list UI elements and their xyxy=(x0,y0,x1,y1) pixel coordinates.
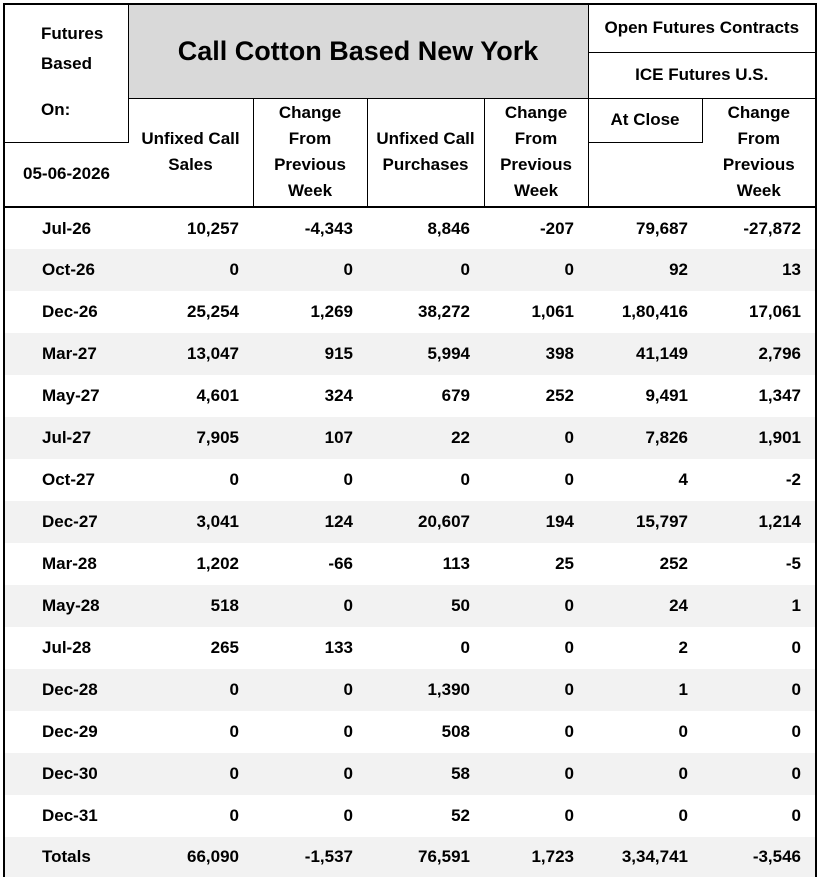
unfixed-call-purchases-cell: 22 xyxy=(367,417,484,459)
contract-month-cell: Mar-27 xyxy=(5,333,128,375)
unfixed-call-sales-cell: 3,041 xyxy=(128,501,253,543)
change-open-cell: 2,796 xyxy=(702,333,815,375)
unfixed-call-sales-cell: 0 xyxy=(128,711,253,753)
unfixed-call-purchases-cell: 5,994 xyxy=(367,333,484,375)
contract-month-cell: Jul-27 xyxy=(5,417,128,459)
table-row xyxy=(5,207,815,249)
change-purchases-cell: 0 xyxy=(484,249,588,291)
change-sales-cell: 915 xyxy=(253,333,367,375)
change-purchases-cell: 0 xyxy=(484,585,588,627)
open-at-close-cell: 2 xyxy=(588,627,702,669)
change-from-previous-week-header-3: Change From Previous Week xyxy=(702,98,815,207)
change-sales-cell: 0 xyxy=(253,711,367,753)
unfixed-call-purchases-cell: 76,591 xyxy=(367,837,484,877)
open-at-close-cell: 24 xyxy=(588,585,702,627)
change-sales-cell: 107 xyxy=(253,417,367,459)
change-purchases-cell: 1,723 xyxy=(484,837,588,877)
table-row xyxy=(5,795,815,837)
change-purchases-cell: 0 xyxy=(484,711,588,753)
unfixed-call-sales-cell: 0 xyxy=(128,249,253,291)
change-sales-cell: 0 xyxy=(253,669,367,711)
table-row xyxy=(5,669,815,711)
table-row xyxy=(5,585,815,627)
row-label-line-2: Based xyxy=(41,54,93,73)
change-sales-cell: 324 xyxy=(253,375,367,417)
table-row xyxy=(5,711,815,753)
change-purchases-cell: 1,061 xyxy=(484,291,588,333)
change-sales-cell: -4,343 xyxy=(253,207,367,249)
unfixed-call-sales-cell: 25,254 xyxy=(128,291,253,333)
change-open-cell: 1,214 xyxy=(702,501,815,543)
unfixed-call-sales-cell: 13,047 xyxy=(128,333,253,375)
change-purchases-cell: 398 xyxy=(484,333,588,375)
change-sales-cell: 0 xyxy=(253,459,367,501)
contract-month-cell: Dec-28 xyxy=(5,669,128,711)
change-purchases-cell: 0 xyxy=(484,753,588,795)
change-open-cell: 1,901 xyxy=(702,417,815,459)
totals-row xyxy=(5,837,815,877)
open-at-close-cell: 3,34,741 xyxy=(588,837,702,877)
table-row xyxy=(5,543,815,585)
change-purchases-cell: -207 xyxy=(484,207,588,249)
change-open-cell: 0 xyxy=(702,753,815,795)
unfixed-call-sales-cell: 7,905 xyxy=(128,417,253,459)
change-sales-cell: 124 xyxy=(253,501,367,543)
open-at-close-cell: 0 xyxy=(588,711,702,753)
open-at-close-cell: 1,80,416 xyxy=(588,291,702,333)
change-sales-cell: -1,537 xyxy=(253,837,367,877)
change-purchases-cell: 252 xyxy=(484,375,588,417)
unfixed-call-sales-cell: 66,090 xyxy=(128,837,253,877)
open-at-close-cell: 0 xyxy=(588,795,702,837)
table-title: Call Cotton Based New York xyxy=(128,5,588,98)
change-purchases-cell: 0 xyxy=(484,795,588,837)
change-open-cell: -5 xyxy=(702,543,815,585)
open-at-close-cell: 252 xyxy=(588,543,702,585)
unfixed-call-purchases-cell: 20,607 xyxy=(367,501,484,543)
change-sales-cell: 0 xyxy=(253,795,367,837)
open-at-close-cell: 9,491 xyxy=(588,375,702,417)
change-open-cell: -27,872 xyxy=(702,207,815,249)
change-sales-cell: 133 xyxy=(253,627,367,669)
call-cotton-table xyxy=(5,5,815,877)
unfixed-call-purchases-cell: 58 xyxy=(367,753,484,795)
unfixed-call-purchases-cell: 113 xyxy=(367,543,484,585)
table-row xyxy=(5,417,815,459)
unfixed-call-purchases-cell: 0 xyxy=(367,627,484,669)
date-header: 05-06-2026 xyxy=(5,142,128,207)
change-purchases-cell: 0 xyxy=(484,417,588,459)
table-row xyxy=(5,627,815,669)
unfixed-call-purchases-cell: 0 xyxy=(367,459,484,501)
table-row xyxy=(5,501,815,543)
change-purchases-cell: 0 xyxy=(484,459,588,501)
contract-month-cell: Mar-28 xyxy=(5,543,128,585)
contract-month-cell: Dec-30 xyxy=(5,753,128,795)
change-from-previous-week-header-2: Change From Previous Week xyxy=(484,98,588,207)
row-label-line-1: Futures xyxy=(41,24,104,43)
unfixed-call-purchases-cell: 0 xyxy=(367,249,484,291)
contract-month-cell: Jul-28 xyxy=(5,627,128,669)
contract-month-cell: Oct-26 xyxy=(5,249,128,291)
unfixed-call-sales-header: Unfixed Call Sales xyxy=(128,98,253,207)
open-at-close-cell: 4 xyxy=(588,459,702,501)
unfixed-call-sales-cell: 10,257 xyxy=(128,207,253,249)
row-label-line-3: On: xyxy=(41,100,71,119)
contract-month-cell: Dec-29 xyxy=(5,711,128,753)
change-open-cell: 0 xyxy=(702,795,815,837)
unfixed-call-sales-cell: 265 xyxy=(128,627,253,669)
at-close-header: At Close xyxy=(588,98,702,142)
table-row xyxy=(5,753,815,795)
table-body xyxy=(5,207,815,877)
change-open-cell: 0 xyxy=(702,669,815,711)
table-row xyxy=(5,459,815,501)
unfixed-call-sales-cell: 4,601 xyxy=(128,375,253,417)
open-futures-header: Open Futures Contracts xyxy=(588,5,815,52)
change-open-cell: 1,347 xyxy=(702,375,815,417)
unfixed-call-sales-cell: 0 xyxy=(128,669,253,711)
table-row xyxy=(5,375,815,417)
unfixed-call-purchases-cell: 52 xyxy=(367,795,484,837)
contract-month-cell: Dec-26 xyxy=(5,291,128,333)
unfixed-call-sales-cell: 518 xyxy=(128,585,253,627)
open-at-close-cell: 79,687 xyxy=(588,207,702,249)
change-open-cell: -2 xyxy=(702,459,815,501)
change-open-cell: 0 xyxy=(702,711,815,753)
unfixed-call-purchases-cell: 50 xyxy=(367,585,484,627)
table-row xyxy=(5,333,815,375)
change-sales-cell: 0 xyxy=(253,585,367,627)
change-sales-cell: -66 xyxy=(253,543,367,585)
unfixed-call-sales-cell: 0 xyxy=(128,459,253,501)
row-label-header xyxy=(5,5,128,142)
open-at-close-cell: 0 xyxy=(588,753,702,795)
contract-month-cell: May-27 xyxy=(5,375,128,417)
open-at-close-cell: 92 xyxy=(588,249,702,291)
open-at-close-cell: 1 xyxy=(588,669,702,711)
contract-month-cell: Jul-26 xyxy=(5,207,128,249)
change-open-cell: 0 xyxy=(702,627,815,669)
open-at-close-cell: 7,826 xyxy=(588,417,702,459)
unfixed-call-sales-cell: 0 xyxy=(128,795,253,837)
table-row xyxy=(5,291,815,333)
change-from-previous-week-header-1: Change From Previous Week xyxy=(253,98,367,207)
unfixed-call-purchases-cell: 1,390 xyxy=(367,669,484,711)
change-sales-cell: 0 xyxy=(253,753,367,795)
unfixed-call-purchases-cell: 679 xyxy=(367,375,484,417)
unfixed-call-purchases-cell: 508 xyxy=(367,711,484,753)
change-purchases-cell: 25 xyxy=(484,543,588,585)
unfixed-call-purchases-cell: 8,846 xyxy=(367,207,484,249)
open-at-close-cell: 41,149 xyxy=(588,333,702,375)
unfixed-call-sales-cell: 0 xyxy=(128,753,253,795)
change-sales-cell: 0 xyxy=(253,249,367,291)
unfixed-call-purchases-header: Unfixed Call Purchases xyxy=(367,98,484,207)
cotton-call-table-frame xyxy=(3,3,817,877)
change-purchases-cell: 0 xyxy=(484,669,588,711)
change-open-cell: 1 xyxy=(702,585,815,627)
contract-month-cell: Totals xyxy=(5,837,128,877)
contract-month-cell: Oct-27 xyxy=(5,459,128,501)
open-at-close-cell: 15,797 xyxy=(588,501,702,543)
change-purchases-cell: 0 xyxy=(484,627,588,669)
unfixed-call-sales-cell: 1,202 xyxy=(128,543,253,585)
change-open-cell: 17,061 xyxy=(702,291,815,333)
exchange-header: ICE Futures U.S. xyxy=(588,52,815,98)
contract-month-cell: May-28 xyxy=(5,585,128,627)
unfixed-call-purchases-cell: 38,272 xyxy=(367,291,484,333)
change-sales-cell: 1,269 xyxy=(253,291,367,333)
change-purchases-cell: 194 xyxy=(484,501,588,543)
contract-month-cell: Dec-31 xyxy=(5,795,128,837)
table-row xyxy=(5,249,815,291)
change-open-cell: -3,546 xyxy=(702,837,815,877)
contract-month-cell: Dec-27 xyxy=(5,501,128,543)
change-open-cell: 13 xyxy=(702,249,815,291)
